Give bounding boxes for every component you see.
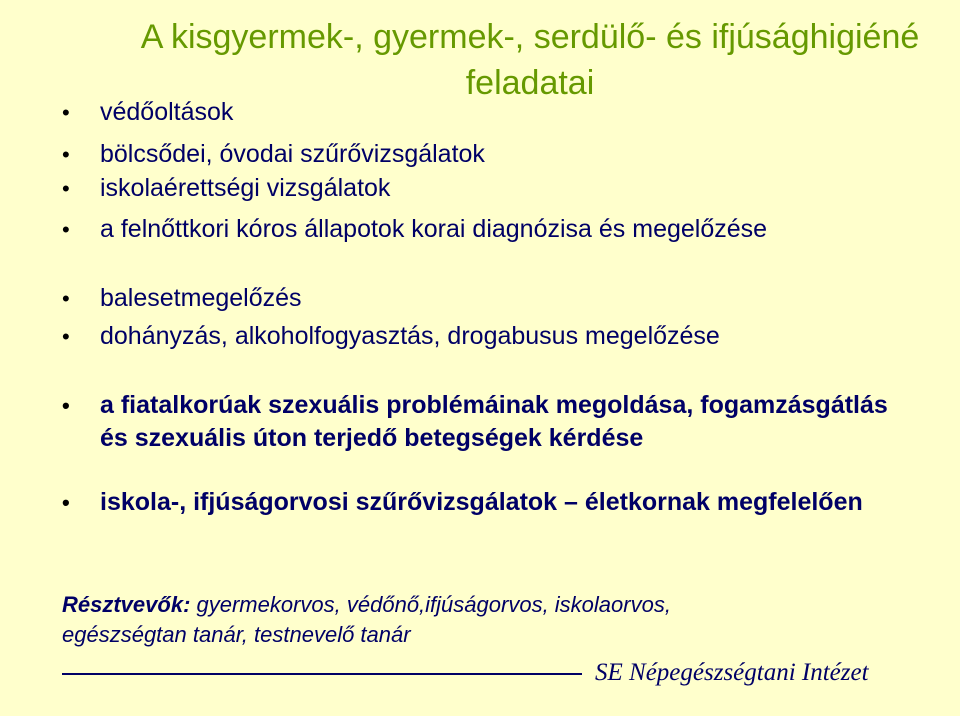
- bullet-item: [62, 172, 922, 205]
- bullet-text: iskolaérettségi vizsgálatok: [100, 174, 391, 202]
- institute-name: SE Népegészségtani Intézet: [595, 659, 869, 686]
- bullet-item: [62, 282, 922, 315]
- footer: [0, 646, 960, 696]
- bullet-item: [62, 213, 842, 246]
- bullet-dot-icon: •: [62, 217, 70, 242]
- bullet-text: iskola-, ifjúságorvosi szűrővizsgálatok – életkornak megfelelően: [100, 488, 863, 516]
- bullet-item: [62, 486, 922, 519]
- bullet-dot-icon: •: [62, 286, 70, 311]
- bullet-item: [62, 138, 922, 171]
- bullet-item: [62, 96, 922, 129]
- bullet-dot-icon: •: [62, 142, 70, 167]
- bullet-text: a fiatalkorúak szexuális problémáinak megoldása, fogamzásgátlás és szexuális úton terjedő betegségek kérdése: [100, 391, 888, 452]
- bullet-text: a felnőttkori kóros állapotok korai diagnózisa és megelőzése: [100, 215, 768, 243]
- slide-title: A kisgyermek-, gyermek-, serdülő- és ifjúsághigiéné feladatai: [140, 18, 920, 102]
- participants-text: gyermekorvos, védőnő,ifjúságorvos, iskolaorvos, egészségtan tanár, testnevelő tanár: [62, 592, 671, 647]
- participants-label: Résztvevők:: [62, 592, 191, 617]
- bullet-dot-icon: •: [62, 393, 70, 418]
- footer-divider: [62, 673, 582, 675]
- bullet-item: [62, 389, 892, 455]
- bullet-item: [62, 320, 792, 353]
- bullet-dot-icon: •: [62, 100, 70, 125]
- bullet-text: balesetmegelőzés: [100, 284, 302, 312]
- bullet-text: dohányzás, alkoholfogyasztás, drogabusus megelőzése: [100, 322, 720, 350]
- bullet-dot-icon: •: [62, 324, 70, 349]
- bullet-text: védőoltások: [100, 98, 234, 126]
- bullet-text: bölcsődei, óvodai szűrővizsgálatok: [100, 140, 485, 168]
- participants: [62, 590, 762, 650]
- bullet-dot-icon: •: [62, 490, 70, 515]
- bullet-dot-icon: •: [62, 176, 70, 201]
